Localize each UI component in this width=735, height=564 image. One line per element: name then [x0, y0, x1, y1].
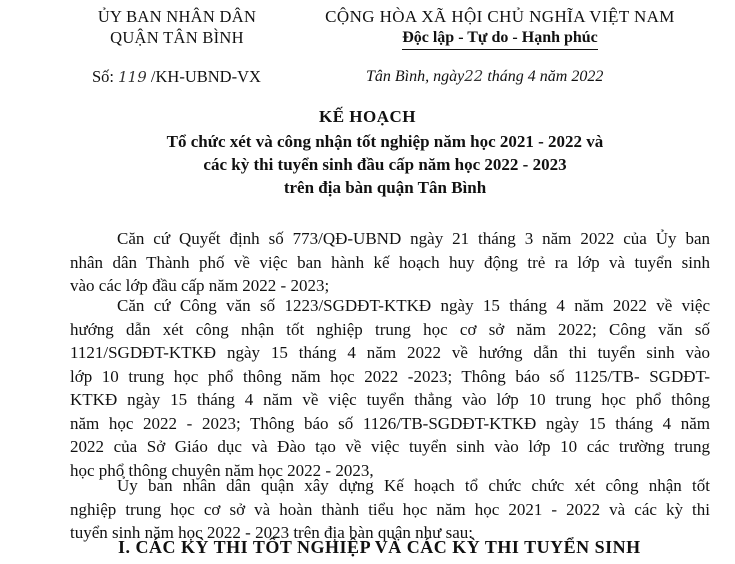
title-line: Tổ chức xét và công nhận tốt nghiệp năm học 2021 - 2022 và — [166, 132, 604, 151]
paragraph-line: 2022 của Sở Giáo dục và Đào tạo về việc tuyển sinh vào lớp 10 các trường trung — [70, 437, 710, 456]
document-number-suffix: /KH-UBND-VX — [150, 67, 261, 86]
paragraph-line: tuyển sinh năm học 2022 - 2023 trên địa bàn quận như sau: — [70, 523, 473, 542]
title-line: các kỳ thi tuyển sinh đầu cấp năm học 2022 - 2023 — [203, 155, 567, 174]
paragraph-line: năm học 2022 - 2023; Thông báo số 1126/TB-SGDĐT-KTKĐ ngày 15 tháng 4 năm — [70, 413, 710, 433]
title-line: trên địa bàn quận Tân Bình — [283, 178, 487, 197]
paragraph-line: nghiệp trung học cơ sở và hoàn thành tiểu học năm học 2021 - 2022 và các kỳ thi — [70, 499, 710, 519]
nation-name: CỘNG HÒA XÃ HỘI CHỦ NGHĨA VIỆT NAM — [325, 7, 675, 26]
document-number-value: 119 — [118, 68, 147, 86]
paragraph-line: 1121/SGDĐT-KTKĐ ngày 15 tháng 4 năm 2022 về hướng dẫn thi tuyển sinh vào — [70, 343, 710, 362]
paragraph-line: vào các lớp đầu cấp năm 2022 - 2023; — [70, 276, 330, 295]
issuing-agency — [64, 6, 290, 48]
paragraph-line: KTKĐ ngày 15 tháng 4 năm về việc tuyển thẳng vào lớp 10 trung học phổ thông — [70, 390, 710, 409]
place-date — [366, 67, 603, 86]
document-number — [92, 67, 261, 87]
paragraph-line: Căn cứ Công văn số 1223/SGDĐT-KTKĐ ngày 15 tháng 4 năm 2022 về việc — [117, 296, 710, 315]
document-type: KẾ HOẠCH — [318, 107, 417, 126]
document-number-prefix: Số: — [92, 67, 115, 86]
place-date-prefix: Tân Bình, ngày — [366, 68, 465, 85]
place-date-suffix: tháng 4 năm 2022 — [487, 68, 604, 85]
paragraph-line: lớp 10 trung học phổ thông năm học 2022 -2023; Thông báo số 1125/TB- SGDĐT- — [70, 366, 710, 386]
paragraph-line: Căn cứ Quyết định số 773/QĐ-UBND ngày 21 tháng 3 năm 2022 của Ủy ban — [117, 229, 710, 248]
paragraph-line: hướng dẫn xét công nhận tốt nghiệp trung học cơ sở năm 2022; Công văn số — [70, 319, 710, 339]
paragraph-line: học phổ thông chuyên năm học 2022 - 2023, — [70, 460, 374, 480]
national-header — [300, 6, 700, 50]
paragraph-line: Ủy ban nhân dân quận xây dựng Kế hoạch tổ chức chức xét công nhận tốt — [117, 476, 710, 495]
agency-line-2: QUẬN TÂN BÌNH — [110, 28, 244, 47]
paragraph-line: nhân dân Thành phố về việc ban hành kế hoạch huy động trẻ ra lớp và tuyển sinh — [70, 252, 710, 272]
agency-line-1: ỦY BAN NHÂN DÂN — [97, 7, 257, 26]
intro-paragraph — [70, 474, 710, 545]
legal-basis-paragraph-1 — [70, 227, 710, 298]
legal-basis-paragraph-2 — [70, 294, 710, 482]
national-motto: Độc lập - Tự do - Hạnh phúc — [402, 27, 598, 50]
section-heading: I. CÁC KỲ THI TỐT NGHIỆP VÀ CÁC KỲ THI TUYỂN SINH — [118, 537, 641, 557]
document-title — [90, 130, 680, 199]
place-date-day: 22 — [464, 67, 484, 85]
